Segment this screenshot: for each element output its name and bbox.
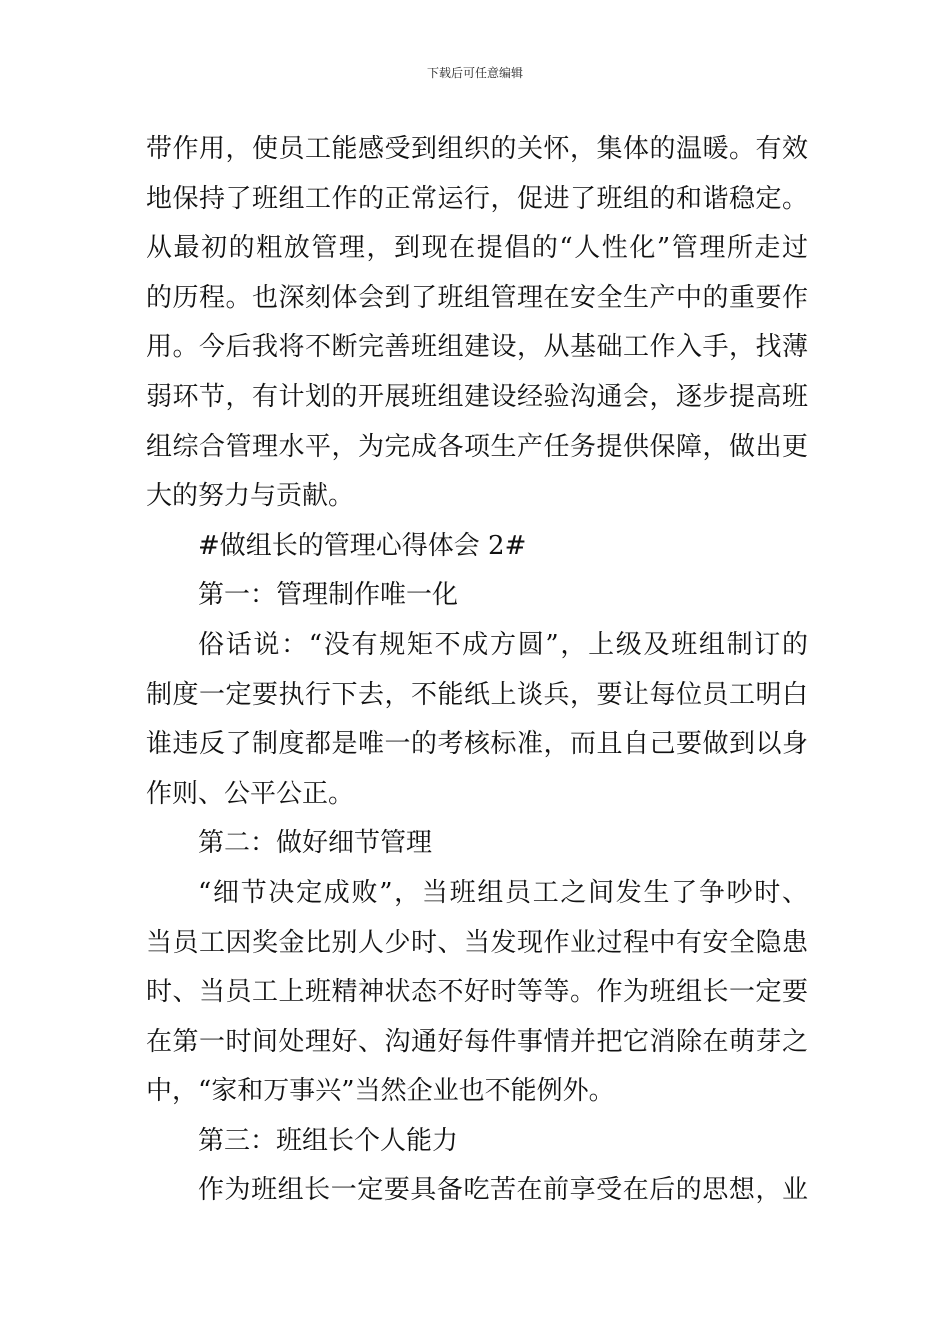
text-line: 地保持了班组工作的正常运行，促进了班组的和谐稳定。 bbox=[146, 183, 808, 214]
text-line: 第一：管理制作唯一化 bbox=[198, 580, 459, 611]
text-line: 时、当员工上班精神状态不好时等等。作为班组长一定要 bbox=[146, 977, 808, 1008]
text-line: 在第一时间处理好、沟通好每件事情并把它消除在萌芽之 bbox=[146, 1026, 808, 1057]
text-line: 作为班组长一定要具备吃苦在前享受在后的思想，业 bbox=[198, 1175, 808, 1206]
text-line: 第二：做好细节管理 bbox=[198, 828, 433, 859]
text-line: 组综合管理水平，为完成各项生产任务提供保障，做出更 bbox=[146, 431, 808, 462]
text-line: 俗话说：“没有规矩不成方圆”，上级及班组制订的 bbox=[198, 629, 808, 660]
text-line: 弱环节，有计划的开展班组建设经验沟通会，逐步提高班 bbox=[146, 381, 808, 412]
text-line: 第三：班组长个人能力 bbox=[198, 1125, 459, 1156]
text-line: 当员工因奖金比别人少时、当发现作业过程中有安全隐患 bbox=[146, 927, 808, 958]
text-line: 带作用，使员工能感受到组织的关怀，集体的温暖。有效 bbox=[146, 134, 808, 164]
text-line: 从最初的粗放管理，到现在提倡的“人性化”管理所走过 bbox=[146, 233, 808, 264]
text-line: 的历程。也深刻体会到了班组管理在安全生产中的重要作 bbox=[146, 282, 808, 313]
text-line: 作则、公平公正。 bbox=[146, 778, 355, 809]
page-header: 下载后可任意编辑 bbox=[426, 66, 523, 80]
document-body bbox=[146, 125, 808, 1216]
text-line: 用。今后我将不断完善班组建设，从基础工作入手，找薄 bbox=[146, 332, 808, 363]
text-line: 制度一定要执行下去，不能纸上谈兵，要让每位员工明白 bbox=[146, 679, 808, 710]
text-line: 大的努力与贡献。 bbox=[146, 481, 355, 512]
text-line: “细节决定成败”，当班组员工之间发生了争吵时、 bbox=[198, 877, 808, 908]
text-line: #做组长的管理心得体会 2# bbox=[198, 530, 527, 561]
text-line: 谁违反了制度都是唯一的考核标准，而且自己要做到以身 bbox=[146, 729, 808, 760]
text-line: 中，“家和万事兴”当然企业也不能例外。 bbox=[146, 1076, 615, 1107]
